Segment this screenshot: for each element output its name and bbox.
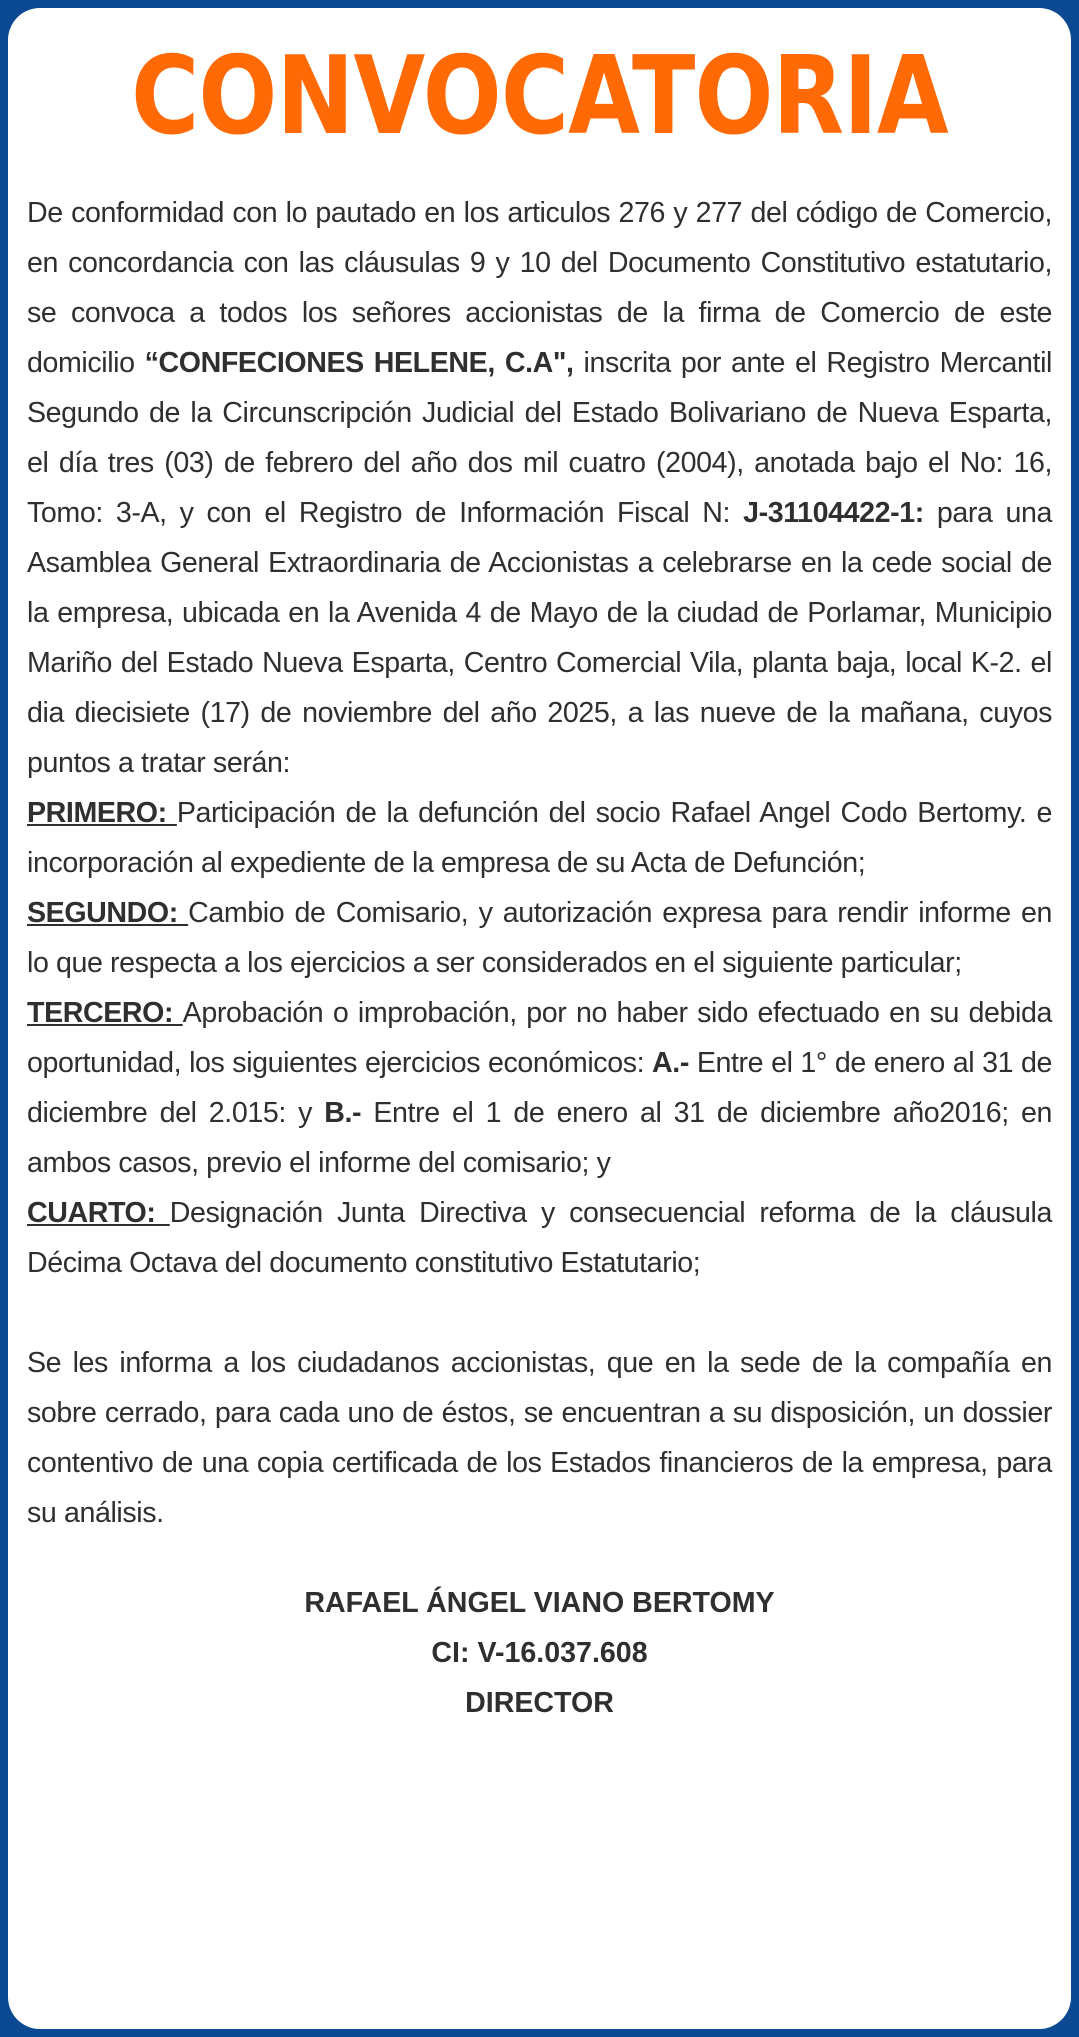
paragraph-spacer <box>27 1288 1052 1338</box>
signatory-name: RAFAEL ÁNGEL VIANO BERTOMY <box>304 1587 775 1619</box>
notice-title: CONVOCATORIA <box>131 34 948 159</box>
signatory-role: DIRECTOR <box>465 1687 614 1719</box>
intro-text-1: De conformidad con lo pautado en los articulos 276 y 277 del código de Comercio, en concordancia con las cláusulas 9 y 10 del Documento Constitutivo estatutario, se convoca a todos los señores accionistas de la firma de Comercio de este domicilio <box>27 197 1052 379</box>
agenda-item-segundo <box>27 888 1052 988</box>
intro-text-2: inscrita por ante el Registro Mercantil Segundo de la Circunscripción Judicial del Estado Bolivariano de Nueva Esparta, el día tres (03) de febrero del año dos mil cuatro (2004), anotada bajo el No: 16, Tomo: 3-A, y con el Registro de Información Fiscal N: <box>27 347 1052 529</box>
agenda-text: Participación de la defunción del socio Rafael Angel Codo Bertomy. e incorporación al expediente de la empresa de su Acta de Defunción; <box>27 797 1052 879</box>
agenda-text: Aprobación o improbación, por no haber sido efectuado en su debida oportunidad, los siguientes ejercicios económicos: <box>27 997 1052 1079</box>
agenda-label: TERCERO: <box>27 997 183 1029</box>
notice-body <box>27 188 1052 1538</box>
agenda-text: Designación Junta Directiva y consecuencial reforma de la cláusula Décima Octava del documento constitutivo Estatutario; <box>27 1197 1052 1279</box>
agenda-label: PRIMERO: <box>27 797 177 829</box>
marker-a: A.- <box>652 1047 689 1079</box>
agenda-item-tercero <box>27 988 1052 1188</box>
agenda-text: Entre el 1 de enero al 31 de diciembre año2016; en ambos casos, previo el informe del comisario; y <box>27 1097 1053 1179</box>
rif-number: J-31104422-1: <box>743 497 924 529</box>
agenda-label: CUARTO: <box>27 1197 170 1229</box>
marker-b: B.- <box>324 1097 362 1129</box>
notice-card <box>8 8 1071 2029</box>
company-name: “CONFECIONES HELENE, C.A", <box>144 347 574 379</box>
signature-block <box>27 1578 1052 1728</box>
agenda-label: SEGUNDO: <box>27 897 189 929</box>
intro-paragraph <box>27 188 1052 788</box>
agenda-item-cuarto <box>27 1188 1052 1288</box>
agenda-text: Entre el 1° de enero al 31 de diciembre del 2.015: y <box>27 1047 1052 1129</box>
intro-text-3: para una Asamblea General Extraordinaria de Accionistas a celebrarse en la cede social de la empresa, ubicada en la Avenida 4 de Mayo de la ciudad de Porlamar, Municipio Mariño del Estado Nueva Esparta, Centro Comercial Vila, planta baja, local K-2. el dia diecisiete (17) de noviembre del año 2025, a las nueve de la mañana, cuyos puntos a tratar serán: <box>27 497 1052 779</box>
agenda-item-primero <box>27 788 1052 888</box>
signatory-id: CI: V-16.037.608 <box>431 1637 648 1669</box>
agenda-text: Cambio de Comisario, y autorización expresa para rendir informe en lo que respecta a los ejercicios a ser considerados en el siguiente particular; <box>27 897 1052 979</box>
closing-paragraph: Se les informa a los ciudadanos accionistas, que en la sede de la compañía en sobre cerrado, para cada uno de éstos, se encuentran a su disposición, un dossier contentivo de una copia certificada de los Estados financieros de la empresa, para su análisis. <box>27 1347 1052 1529</box>
